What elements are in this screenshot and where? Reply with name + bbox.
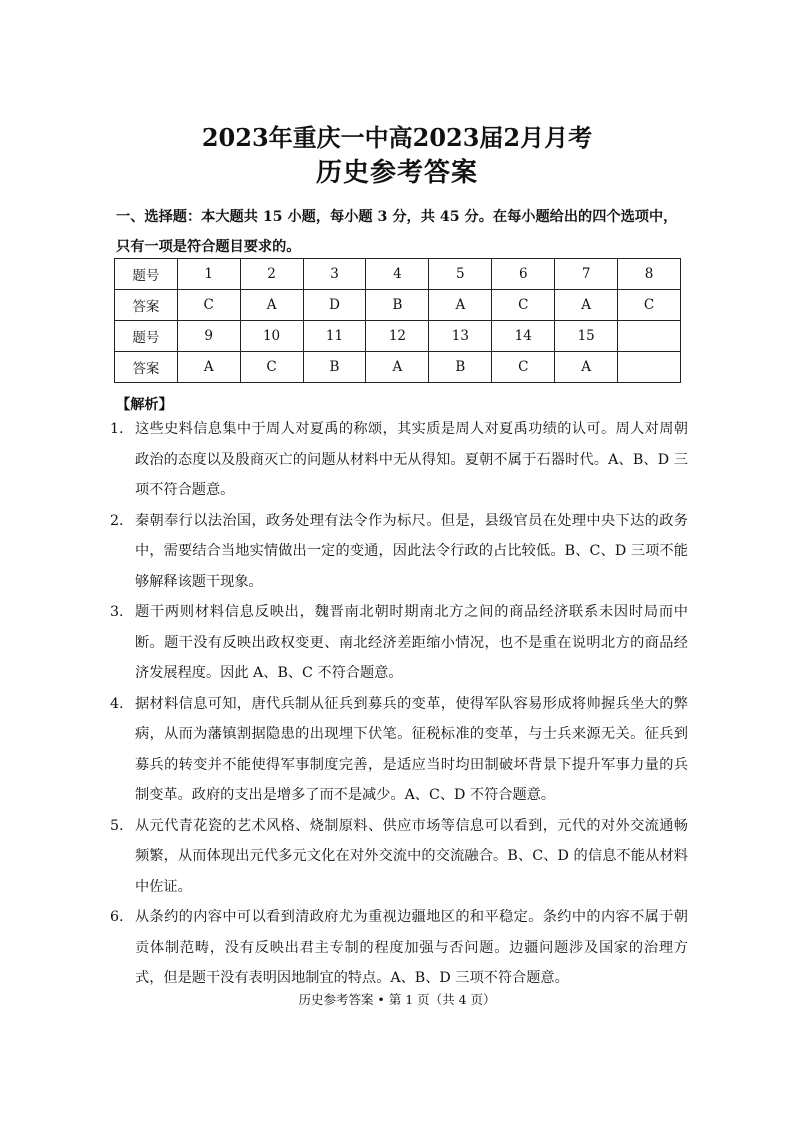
item-number: 2. — [110, 512, 124, 529]
table-row — [115, 321, 681, 352]
item-number: 1. — [110, 421, 124, 437]
item-text: 从元代青花瓷的艺术风格、烧制原料、供应市场等信息可以看到，元代的对外交流通畅频繁，从而体现出元代多元文化在对外交流中的交流融合。B、C、D 的信息不能从材料中佐证。 — [135, 817, 688, 895]
analysis-list — [110, 414, 688, 994]
table-cell: C — [492, 290, 555, 321]
table-cell: 8 — [618, 259, 681, 290]
table-row — [115, 290, 681, 321]
section-heading: 一、选择题：本大题共 15 小题，每小题 3 分，共 45 分。在每小题给出的四个选项中，只有一项是符合题目要求的。 — [116, 209, 678, 255]
table-cell — [618, 352, 681, 383]
item-number: 5. — [110, 817, 124, 834]
table-cell: C — [177, 290, 240, 321]
table-cell: 1 — [177, 259, 240, 290]
page-footer: 历史参考答案 • 第 1 页（共 4 页） — [298, 992, 496, 1007]
exam-title: 2023年重庆一中高2023届2月月考 — [201, 123, 593, 152]
table-cell: B — [303, 352, 366, 383]
table-cell: C — [618, 290, 681, 321]
table-cell: 9 — [177, 321, 240, 352]
list-item — [110, 597, 688, 689]
table-cell: 11 — [303, 321, 366, 352]
table-cell: A — [240, 290, 303, 321]
item-text: 据材料信息可知，唐代兵制从征兵到募兵的变革，使得军队容易形成将帅握兵坐大的弊病，从而为藩镇割据隐患的出现埋下伏笔。征税标准的变革，与士兵来源无关。征兵到募兵的转变并不能使得军事制度完善，是适应当时均田制破坏背景下提升军事力量的兵制变革。政府的支出是增多了而不是减少。A、C、D 不符合题意。 — [135, 695, 688, 803]
table-cell: 7 — [555, 259, 618, 290]
item-text: 从条约的内容中可以看到清政府尤为重视边疆地区的和平稳定。条约中的内容不属于朝贡体制范畴，没有反映出君主专制的程度加强与否问题。边疆问题涉及国家的治理方式，但是题干没有表明因地制宜的特点。A、B、D 三项不符合题意。 — [135, 909, 688, 986]
analysis-label: 【解析】 — [116, 397, 173, 413]
table-cell: C — [492, 352, 555, 383]
table-cell — [618, 321, 681, 352]
table-cell: 5 — [429, 259, 492, 290]
table-cell: 14 — [492, 321, 555, 352]
table-cell: A — [555, 352, 618, 383]
table-cell: 题号 — [115, 321, 178, 352]
list-item — [110, 506, 688, 598]
item-text: 题干两则材料信息反映出，魏晋南北朝时期南北方之间的商品经济联系未因时局而中断。题干没有反映出政权变更、南北经济差距缩小情况，也不是重在说明北方的商品经济发展程度。因此 A、B、C 不符合题意。 — [135, 604, 688, 681]
table-cell: 15 — [555, 321, 618, 352]
table-cell: 10 — [240, 321, 303, 352]
table-cell: A — [429, 290, 492, 321]
table-cell: 4 — [366, 259, 429, 290]
table-cell: 答案 — [115, 290, 178, 321]
table-cell: A — [177, 352, 240, 383]
list-item — [110, 811, 688, 903]
table-cell: 3 — [303, 259, 366, 290]
list-item — [110, 689, 688, 811]
item-number: 4. — [110, 695, 124, 712]
table-cell: 2 — [240, 259, 303, 290]
table-cell: B — [366, 290, 429, 321]
table-row — [115, 259, 681, 290]
table-row — [115, 352, 681, 383]
item-text: 这些史料信息集中于周人对夏禹的称颂，其实质是周人对夏禹功绩的认可。周人对周朝政治的态度以及殷商灭亡的问题从材料中无从得知。夏朝不属于石器时代。A、B、D 三项不符合题意。 — [135, 421, 688, 498]
table-cell: A — [366, 352, 429, 383]
item-number: 6. — [110, 909, 124, 925]
table-cell: B — [429, 352, 492, 383]
item-number: 3. — [110, 604, 124, 620]
list-item — [110, 414, 688, 506]
table-cell: 答案 — [115, 352, 178, 383]
table-cell: 13 — [429, 321, 492, 352]
answer-table — [114, 258, 681, 383]
page-title: 历史参考答案 — [315, 158, 478, 188]
table-cell: 题号 — [115, 259, 178, 290]
list-item — [110, 902, 688, 994]
table-cell: 6 — [492, 259, 555, 290]
table-cell: C — [240, 352, 303, 383]
item-text: 秦朝奉行以法治国，政务处理有法令作为标尺。但是，县级官员在处理中央下达的政务中，需要结合当地实情做出一定的变通，因此法令行政的占比较低。B、C、D 三项不能够解释该题干现象。 — [135, 512, 688, 590]
table-cell: 12 — [366, 321, 429, 352]
table-cell: D — [303, 290, 366, 321]
table-cell: A — [555, 290, 618, 321]
